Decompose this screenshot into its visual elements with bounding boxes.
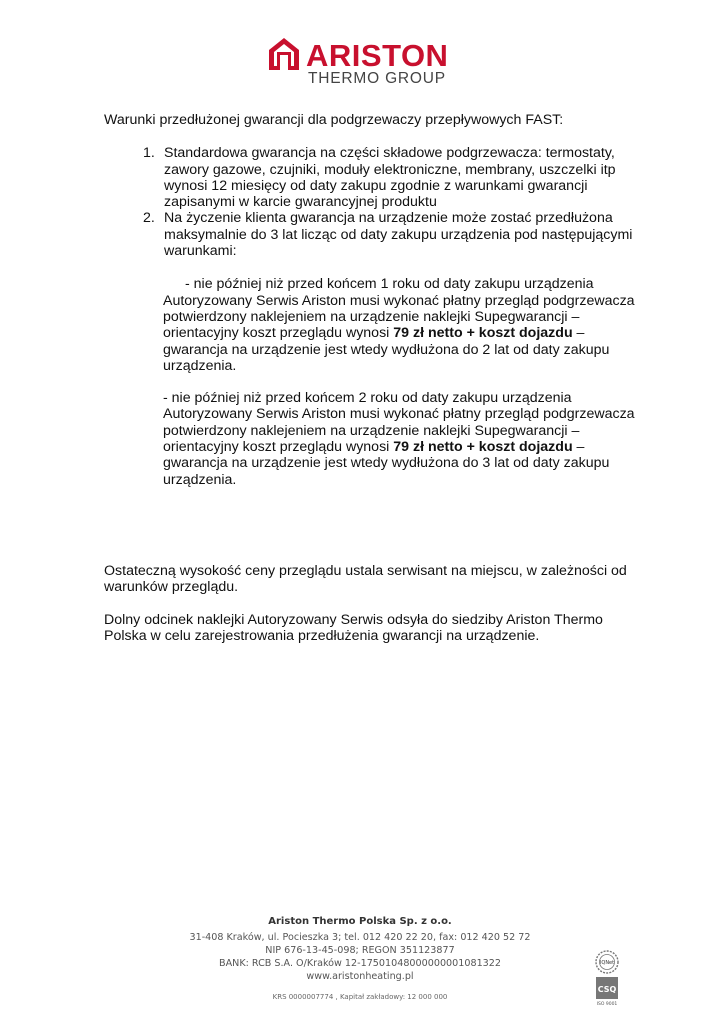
document-body [104, 112, 644, 644]
closing-paragraph: Dolny odcinek naklejki Autoryzowany Serwis odsyła do siedziby Ariston Thermo Polska w celu zarejestrowania przedłużenia gwarancji na urządzenie. [104, 611, 603, 644]
condition-lead: - nie później niż przed końcem 2 roku od daty zakupu urządzenia [163, 390, 572, 407]
condition-price: 79 zł netto + koszt dojazdu [393, 325, 573, 342]
condition-lead: - nie później niż przed końcem 1 roku od daty zakupu urządzenia [185, 276, 594, 293]
condition-text-end: – gwarancja na urządzenie jest wtedy wydłużona do 2 lat od daty zakupu urządzenia. [163, 325, 610, 374]
list-item-number: 1. [143, 145, 155, 162]
intro-heading: Warunki przedłużonej gwarancji dla podgrzewaczy przepływowych FAST: [104, 112, 564, 128]
condition-text: Autoryzowany Serwis Ariston musi wykonać płatny przegląd podgrzewacza potwierdzony naklejeniem na urządzenie naklejki Supegwarancji – orientacyjny koszt przeglądu wynosi [163, 406, 635, 456]
condition-text-end: – gwarancja na urządzenie jest wtedy wydłużona do 3 lat od daty zakupu urządzenia. [163, 439, 610, 488]
cert-label-csq: CSQ [597, 985, 617, 994]
list-item [104, 145, 644, 210]
list-item-text: Na życzenie klienta gwarancja na urządzenie może zostać przedłużona maksymalnie do 3 lat licząc od daty zakupu urządzenia pod następującymi warunkami: [164, 210, 633, 260]
condition-paragraph [104, 390, 644, 488]
ariston-logo [266, 36, 466, 86]
footer-web[interactable]: www.aristonheating.pl [306, 971, 414, 982]
footer-nip: NIP 676-13-45-098; REGON 351123877 [265, 945, 455, 956]
logo-brand-text: ARISTON [306, 38, 449, 73]
list-item [104, 210, 644, 259]
footer-address: 31-408 Kraków, ul. Pocieszka 3; tel. 012 420 22 20, fax: 012 420 52 72 [189, 932, 531, 943]
list-item-number: 2. [143, 210, 155, 227]
certification-seal-icon [593, 950, 621, 1006]
footer-company: Ariston Thermo Polska Sp. z o.o. [268, 916, 452, 927]
footer-bank: BANK: RCB S.A. O/Kraków 12-17501048000000001081322 [219, 958, 501, 969]
terms-list [104, 145, 644, 259]
condition-paragraph [104, 276, 644, 374]
cert-label-iqnet: IQNet [599, 960, 615, 966]
page-footer [180, 915, 540, 1002]
condition-text: Autoryzowany Serwis Ariston musi wykonać płatny przegląd podgrzewacza potwierdzony naklejeniem na urządzenie naklejki Supegwarancji – orientacyjny koszt przeglądu wynosi [163, 292, 635, 342]
condition-price: 79 zł netto + koszt dojazdu [393, 439, 573, 456]
footer-krs: KRS 0000007774 , Kapitał zakładowy: 12 000 000 [272, 993, 448, 1001]
certification-badge [593, 950, 621, 1006]
logo-group-text: THERMO GROUP [308, 70, 446, 87]
closing-paragraph: Ostateczną wysokość ceny przeglądu ustala serwisant na miejscu, w zależności od warunków przeglądu. [104, 562, 627, 596]
list-item-text: Standardowa gwarancja na części składowe podgrzewacza: termostaty, zawory gazowe, czujniki, moduły elektroniczne, membrany, uszczelki itp wynosi 12 miesięcy od daty zakupu zgodnie z warunkami gwarancji zapisanymi w karcie gwarancyjnej produktu [164, 145, 616, 211]
cert-label-iso: ISO 9001 [596, 1002, 618, 1006]
house-logo-icon [266, 36, 302, 72]
